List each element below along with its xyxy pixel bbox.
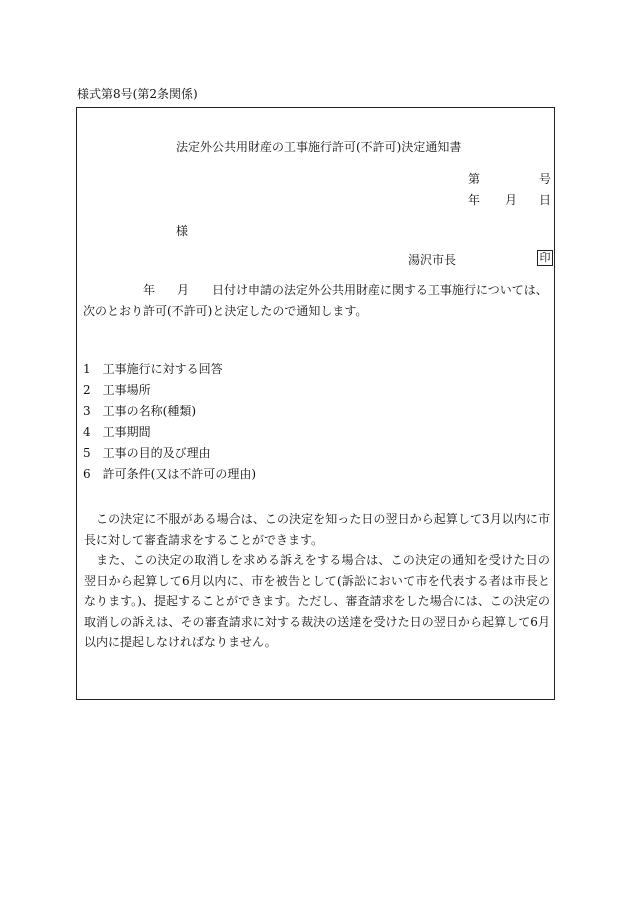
addressee-suffix: 様 <box>176 224 189 238</box>
intro-year: 年 <box>143 283 156 297</box>
item-number: 1 <box>83 362 91 376</box>
item-number: 5 <box>83 446 91 460</box>
list-item <box>83 465 256 482</box>
item-number: 6 <box>83 467 91 481</box>
issuer: 湯沢市長 <box>408 253 457 267</box>
seal-mark: 印 <box>537 250 553 266</box>
intro-month: 月 <box>177 283 190 297</box>
date-month: 月 <box>505 193 518 207</box>
list-item <box>83 444 211 461</box>
list-item <box>83 402 196 419</box>
lawsuit-notice: また、この決定の取消しを求める訴えをする場合は、この決定の通知を受けた日の翌日から起算して6月以内に、市を被告として(訴訟において市を代表する者は市長となります。)、提起することができます。ただし、審査請求をした場合には、この決定の取消しの訴えは、その審査請求に対する裁決の送達を受けた日の翌日から起算して6月以内に提起しなければなりません。 <box>84 553 550 649</box>
item-text: 工事期間 <box>102 425 151 439</box>
date-year: 年 <box>468 193 481 207</box>
list-item <box>83 360 223 377</box>
list-item <box>83 423 151 440</box>
intro-line1: 日付け申請の法定外公共用財産に関する工事施行については、 <box>212 283 548 297</box>
number-prefix: 第 <box>468 172 481 186</box>
document-title: 法定外公共用財産の工事施行許可(不許可)決定通知書 <box>176 140 462 154</box>
intro-line2: 次のとおり許可(不許可)と決定したので通知します。 <box>83 304 368 318</box>
item-number: 2 <box>83 383 91 397</box>
item-text: 工事場所 <box>102 383 151 397</box>
list-item <box>83 381 151 398</box>
item-text: 工事の目的及び理由 <box>102 446 211 460</box>
date-day: 日 <box>539 193 552 207</box>
number-suffix: 号 <box>539 172 552 186</box>
item-text: 許可条件(又は不許可の理由) <box>102 467 257 481</box>
form-label: 様式第8号(第2条関係) <box>77 87 198 101</box>
appeal-notice: この決定に不服がある場合は、この決定を知った日の翌日から起算して3月以内に市長に対して審査請求をすることができます。 <box>84 512 550 547</box>
item-number: 3 <box>83 404 91 418</box>
item-number: 4 <box>83 425 91 439</box>
item-text: 工事施行に対する回答 <box>102 362 223 376</box>
item-text: 工事の名称(種類) <box>102 404 197 418</box>
